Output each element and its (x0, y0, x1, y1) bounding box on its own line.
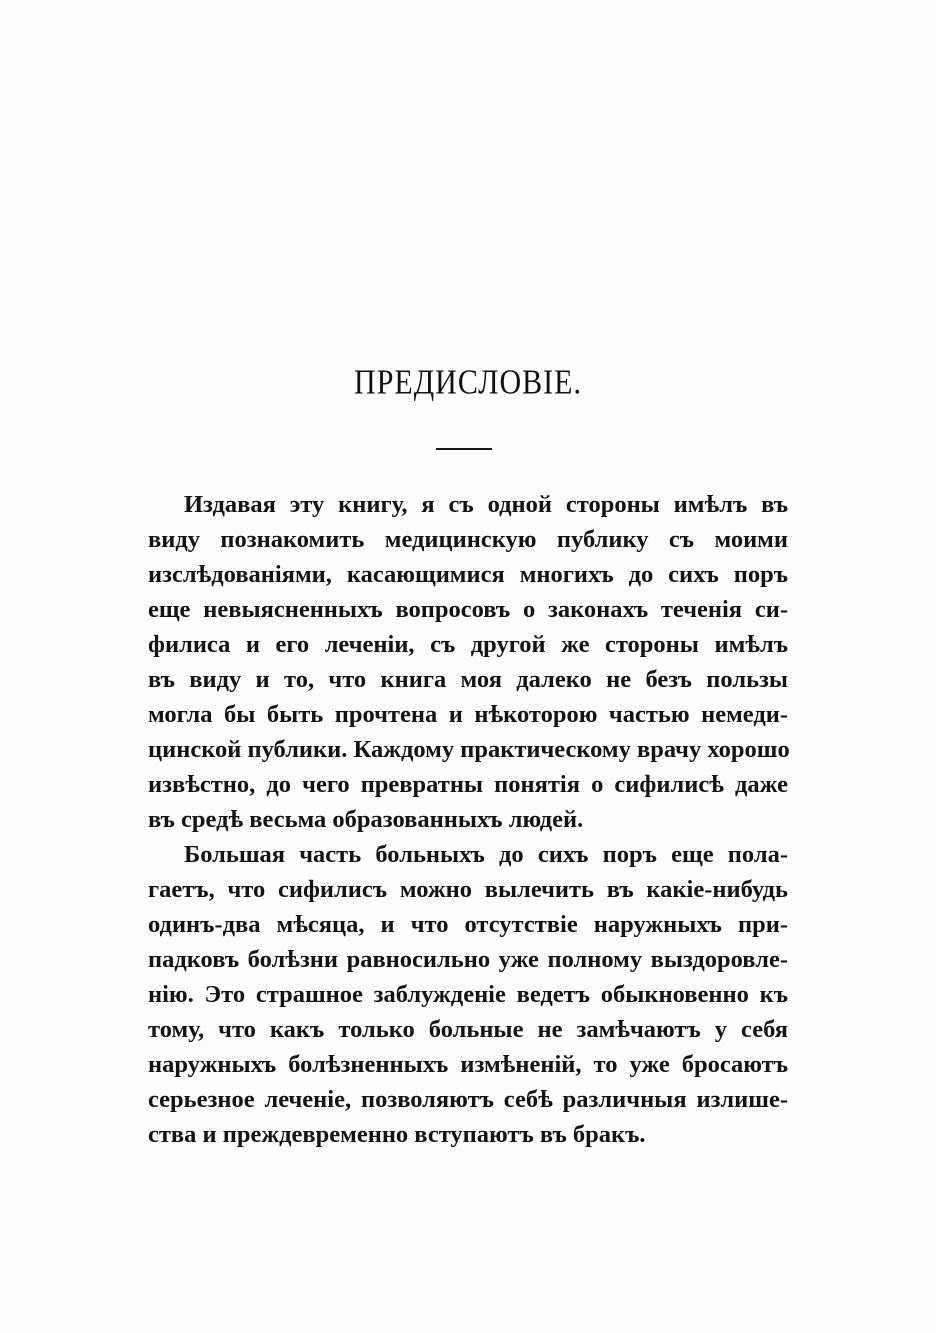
text-line: въ виду и то, что книга моя далеко не безъ пользы (148, 666, 788, 693)
text-line: Большая часть больныхъ до сихъ поръ еще пола- (184, 841, 788, 868)
paragraph-1 (148, 487, 788, 837)
text-line: изслѣдованіями, касающимися многихъ до сихъ поръ (148, 561, 788, 588)
text-line: гаетъ, что сифилисъ можно вылечить въ какіе-нибудь (148, 876, 788, 903)
text-line: извѣстно, до чего превратны понятія о сифилисѣ даже (148, 771, 788, 798)
page-title: ПРЕДИСЛОВІЕ. (354, 363, 582, 402)
text-line: тому, что какъ только больные не замѣчаютъ у себя (148, 1016, 788, 1043)
text-line: могла бы быть прочтена и нѣкоторою частью немеди- (148, 701, 788, 728)
text-line: Издавая эту книгу, я съ одной стороны имѣлъ въ (184, 491, 788, 518)
text-line: одинъ-два мѣсяца, и что отсутствіе наружныхъ при- (148, 911, 788, 938)
text-line: серьезное леченіе, позволяютъ себѣ различныя излише- (148, 1086, 788, 1113)
title-divider (436, 448, 492, 450)
text-line: еще невыясненныхъ вопросовъ о законахъ теченія си- (148, 596, 788, 623)
body-text (148, 487, 788, 1152)
text-line: ства и преждевременно вступаютъ въ бракъ. (148, 1121, 646, 1148)
text-line: падковъ болѣзни равносильно уже полному выздоровле- (148, 946, 788, 973)
text-line: въ средѣ весьма образованныхъ людей. (148, 806, 584, 833)
text-line: виду познакомить медицинскую публику съ моими (148, 526, 788, 553)
text-line: филиса и его леченіи, съ другой же стороны имѣлъ (148, 631, 788, 658)
text-line: цинской публики. Каждому практическому врачу хорошо (148, 736, 790, 763)
paragraph-2 (148, 837, 788, 1152)
text-line: нію. Это страшное заблужденіе ведетъ обыкновенно къ (148, 981, 788, 1008)
text-line: наружныхъ болѣзненныхъ измѣненій, то уже бросаютъ (148, 1051, 788, 1078)
